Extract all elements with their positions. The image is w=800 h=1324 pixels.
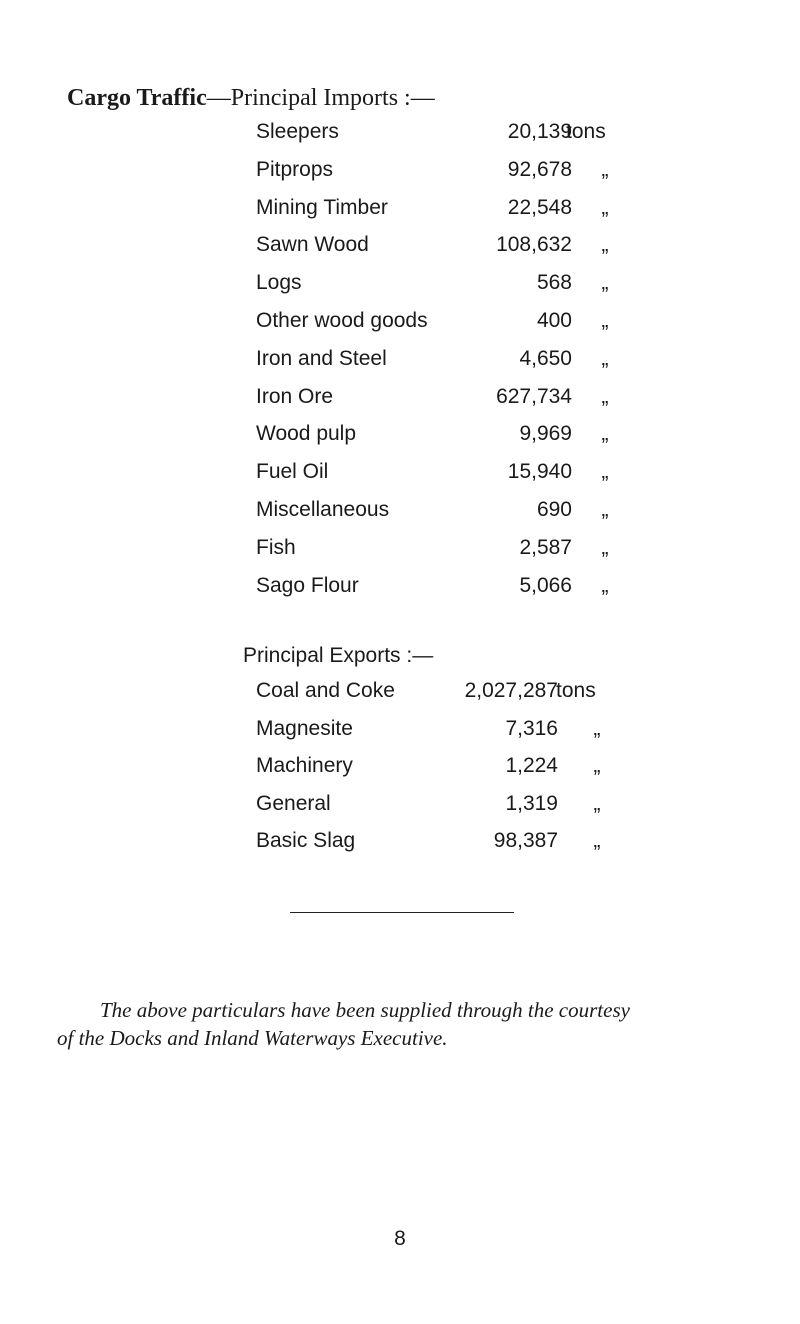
item-unit: „ xyxy=(593,829,601,852)
item-quantity: 1,224 xyxy=(505,754,558,777)
item-quantity: 7,316 xyxy=(505,716,558,740)
item-name: Coal and Coke xyxy=(256,679,395,702)
item-unit: „ xyxy=(601,309,609,332)
item-name: Machinery xyxy=(256,754,353,777)
item-name: Wood pulp xyxy=(256,422,357,446)
table-row xyxy=(256,307,609,335)
item-unit: „ xyxy=(593,791,601,815)
table-row xyxy=(256,118,606,146)
table-row xyxy=(256,827,601,855)
item-quantity: 1,319 xyxy=(505,791,558,815)
item-quantity: 400 xyxy=(536,309,572,332)
item-name: Magnesite xyxy=(256,716,353,740)
heading-rest: —Principal Imports :— xyxy=(206,85,435,111)
item-name: Iron Ore xyxy=(256,384,334,408)
table-row xyxy=(256,715,601,743)
page-heading xyxy=(67,83,435,113)
item-unit: „ xyxy=(601,271,609,295)
item-unit: „ xyxy=(601,195,609,219)
item-name: Other wood goods xyxy=(256,309,428,332)
item-unit: „ xyxy=(601,535,609,559)
table-row xyxy=(256,156,609,184)
item-name: Sawn Wood xyxy=(256,233,369,257)
item-quantity: 20,139 xyxy=(507,120,572,143)
item-unit: „ xyxy=(601,157,609,181)
courtesy-note xyxy=(57,996,747,1052)
item-unit: „ xyxy=(593,716,601,740)
item-name: Sago Flour xyxy=(256,573,359,597)
page-number: 8 xyxy=(394,1227,406,1250)
item-quantity: 2,587 xyxy=(519,535,572,559)
item-quantity: 4,650 xyxy=(519,346,572,370)
item-unit: „ xyxy=(601,498,609,521)
item-name: Mining Timber xyxy=(256,195,388,219)
item-unit: „ xyxy=(601,460,609,484)
item-name: Fish xyxy=(256,535,296,559)
table-row xyxy=(256,677,596,705)
item-quantity: 108,632 xyxy=(496,233,572,257)
table-row xyxy=(256,458,609,486)
note-line-2: of the Docks and Inland Waterways Executive. xyxy=(57,1026,448,1050)
item-unit: „ xyxy=(601,233,609,257)
item-unit: „ xyxy=(593,754,601,777)
item-quantity: 568 xyxy=(536,271,572,295)
table-row xyxy=(256,496,609,524)
table-row xyxy=(256,231,609,259)
item-quantity: 9,969 xyxy=(519,422,572,446)
item-quantity: 15,940 xyxy=(507,460,572,484)
item-unit: „ xyxy=(601,384,609,408)
item-quantity: 22,548 xyxy=(507,195,572,219)
item-unit: „ xyxy=(601,346,609,370)
item-name: General xyxy=(256,791,331,815)
item-unit: „ xyxy=(601,573,609,597)
exports-heading: Principal Exports :— xyxy=(243,644,434,667)
item-quantity: 98,387 xyxy=(493,829,558,852)
item-unit: „ xyxy=(601,422,609,446)
heading-bold: Cargo Traffic xyxy=(67,85,207,111)
item-quantity: 690 xyxy=(536,498,572,521)
item-quantity: 627,734 xyxy=(496,384,572,408)
item-name: Fuel Oil xyxy=(256,460,329,484)
table-row xyxy=(256,269,609,297)
item-quantity: 5,066 xyxy=(519,573,572,597)
table-row xyxy=(256,790,601,818)
item-name: Basic Slag xyxy=(256,829,356,852)
table-row xyxy=(256,752,601,780)
table-row xyxy=(256,534,609,562)
item-name: Miscellaneous xyxy=(256,498,390,521)
item-unit: tons xyxy=(566,120,606,143)
item-name: Pitprops xyxy=(256,157,334,181)
item-unit: tons xyxy=(556,679,596,702)
note-line-1: The above particulars have been supplied through the courtesy xyxy=(100,998,630,1022)
item-name: Logs xyxy=(256,271,302,295)
item-name: Iron and Steel xyxy=(256,346,387,370)
item-quantity: 92,678 xyxy=(507,157,572,181)
table-row xyxy=(256,194,609,222)
table-row xyxy=(256,572,609,600)
table-row xyxy=(256,383,609,411)
divider-rule xyxy=(290,912,514,913)
item-name: Sleepers xyxy=(256,120,339,143)
item-quantity: 2,027,287 xyxy=(464,679,558,702)
table-row xyxy=(256,420,609,448)
table-row xyxy=(256,345,609,373)
